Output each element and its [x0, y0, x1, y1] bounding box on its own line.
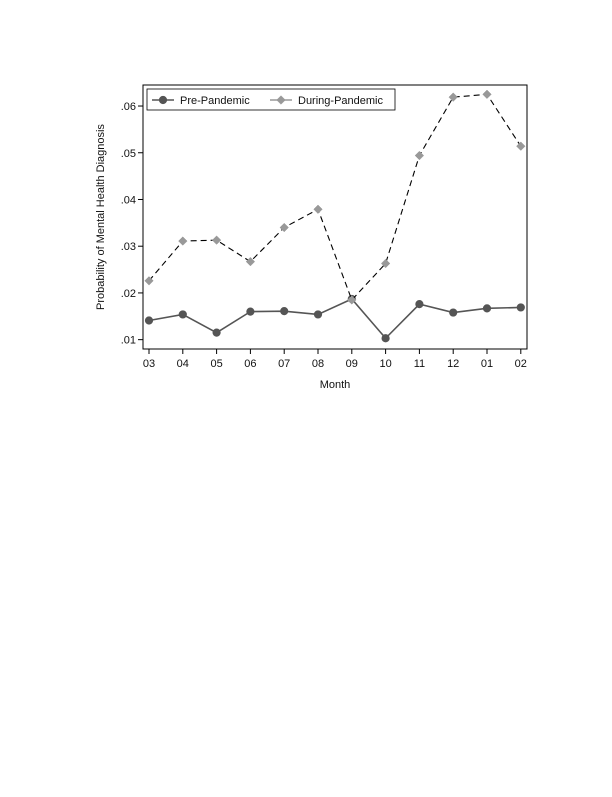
x-tick-label: 12 — [447, 358, 460, 370]
x-tick-label: 04 — [176, 358, 189, 370]
data-point — [416, 301, 423, 308]
x-tick-label: 06 — [244, 358, 257, 370]
y-tick-label: .02 — [120, 287, 136, 300]
legend-label: During-Pandemic — [298, 95, 383, 107]
x-tick-label: 03 — [142, 358, 156, 370]
y-tick-label: .06 — [120, 101, 136, 114]
y-tick-label: .05 — [120, 147, 136, 160]
legend — [147, 89, 395, 110]
y-axis — [121, 101, 143, 347]
data-point — [213, 329, 220, 336]
data-point — [179, 311, 186, 318]
y-tick-label: .04 — [120, 194, 136, 207]
data-point — [517, 304, 524, 311]
x-tick-label: 08 — [311, 358, 325, 370]
x-tick-label: 11 — [413, 358, 426, 370]
x-axis — [143, 349, 527, 370]
plot-area — [143, 85, 527, 349]
data-point — [382, 335, 389, 342]
y-tick-label: .03 — [120, 241, 136, 254]
x-tick-label: 01 — [480, 358, 494, 370]
x-tick-label: 09 — [345, 358, 358, 370]
x-tick-label: 02 — [514, 358, 527, 370]
x-axis-label: Month — [319, 379, 351, 391]
y-tick-label: .01 — [120, 334, 136, 347]
x-tick-label: 07 — [278, 358, 291, 370]
data-point — [145, 317, 152, 324]
legend-marker — [159, 96, 166, 103]
x-tick-label: 05 — [210, 358, 223, 370]
data-point — [281, 308, 288, 315]
data-point — [483, 305, 490, 312]
legend-label: Pre-Pandemic — [180, 95, 250, 107]
data-point — [314, 311, 321, 318]
data-point — [247, 308, 254, 315]
x-tick-label: 10 — [379, 358, 392, 370]
y-axis-label: Probability of Mental Health Diagnosis — [95, 124, 107, 310]
data-point — [450, 309, 457, 316]
